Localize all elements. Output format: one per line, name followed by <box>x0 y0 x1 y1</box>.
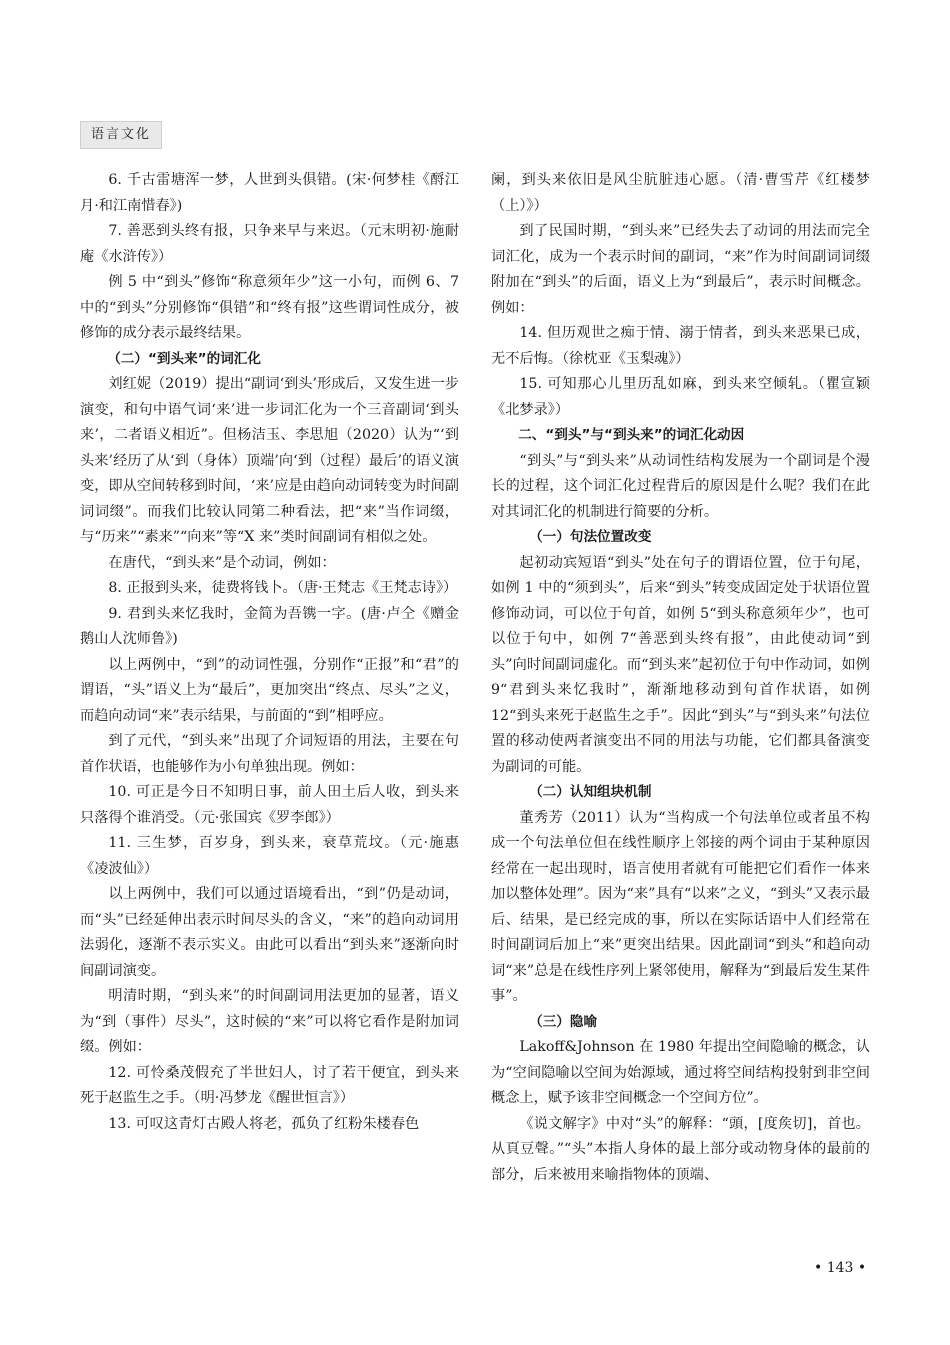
paragraph: 9. 君到头来忆我时，金简为吾镌一字。(唐·卢仝《赠金鹅山人沈师鲁》) <box>80 605 459 647</box>
paragraph: 起初动宾短语“到头”处在句子的谓语位置，位于句尾，如例 1 中的“须到头”，后来“到头”转变成固定处于状语位置修饰动词，可以位于句首，如例 5“到头称意须年少”，也可以位于句中，如例 7“善恶到头终有报”，由此使动词“到头”向时间副词虚化。而“到头来”起初位于句中作动词，如例 9“君到头来忆我时”，渐渐地移动到句首作状语，如例 12“到头来死于赵监生之手”。因此“到头”与“到头来”句法位置的移动使两者演变出不同的用法与功能，它们都具备演变为副词的可能。 <box>491 554 870 775</box>
section-heading: 二、“到头”与“到头来”的词汇化动因 <box>518 427 745 443</box>
page-number: • 143 • <box>814 1260 867 1276</box>
section-tag: 语言文化 <box>80 121 162 149</box>
paragraph: 到了民国时期，“到头来”已经失去了动词的用法而完全词汇化，成为一个表示时间的副词，“来”作为时间副词词缀附加在“到头”的后面，语义上为“到最后”，表示时间概念。例如： <box>491 223 870 316</box>
paragraph: 刘红妮（2019）提出“副词‘到头’形成后，又发生进一步演变，和句中语气词‘来’进一步词汇化为一个三音副词‘到头来’，二者语义相近”。但杨洁玉、李思旭（2020）认为“‘到头来’经历了从‘到（身体）顶端’向‘到（过程）最后’的语义演变，即从空间转移到时间，‘来’应是由趋向动词转变为时间副词词缀”。而我们比较认同第二种看法，把“来”当作词缀，与“历来”“素来”“向来”等“X 来”类时间副词有相似之处。 <box>80 376 459 545</box>
paragraph: 10. 可正是今日不知明日事，前人田土后人收，到头来只落得个谁消受。（元·张国宾《罗李郎》） <box>80 784 459 826</box>
paragraph: 15. 可知那心儿里历乱如麻，到头来空倾轧。（瞿宣颖《北梦录》） <box>491 376 870 418</box>
left-column <box>80 168 459 1137</box>
paragraph: 以上两例中，“到”的动词性强，分别作“正报”和“君”的谓语，“头”语义上为“最后”，更加突出“终点、尽头”之义，而趋向动词“来”表示结果，与前面的“到”相呼应。 <box>80 656 459 724</box>
paragraph: “到头”与“到头来”从动词性结构发展为一个副词是个漫长的过程，这个词汇化过程背后的原因是什么呢？我们在此对其词汇化的机制进行简要的分析。 <box>491 452 870 520</box>
right-column <box>491 168 870 1188</box>
paragraph: 8. 正报到头来，徒费将钱卜。（唐·王梵志《王梵志诗》） <box>108 580 458 596</box>
paragraph: 例 5 中“到头”修饰“称意须年少”这一小句，而例 6、7 中的“到头”分别修饰“俱错”和“终有报”这些谓词性成分，被修饰的成分表示最终结果。 <box>80 274 459 341</box>
paragraph: 在唐代，“到头来”是个动词，例如： <box>108 554 336 571</box>
paragraph: 12. 可怜桑茂假充了半世妇人，讨了若干便宜，到头来死于赵监生之手。（明·冯梦龙《醒世恒言》） <box>80 1064 459 1106</box>
paragraph: Lakoff&Johnson 在 1980 年提出空间隐喻的概念，认为“空间隐喻以空间为始源域，通过将空间结构投射到非空间概念上，赋予该非空间概念一个空间方位”。 <box>491 1039 870 1106</box>
section-heading: （三）隐喻 <box>529 1013 598 1030</box>
paragraph: 13. 可叹这青灯古殿人将老，孤负了红粉朱楼春色 <box>108 1115 420 1132</box>
paragraph: 到了元代，“到头来”出现了介词短语的用法，主要在句首作状语，也能够作为小句单独出现。例如： <box>80 733 459 775</box>
paragraph: 明清时期，“到头来”的时间副词用法更加的显著，语义为“到（事件）尽头”，这时候的“来”可以将它看作是附加词缀。例如： <box>80 988 459 1055</box>
paragraph: 6. 千古雷塘浑一梦，人世到头俱错。(宋·何梦桂《酹江月·和江南惜春》) <box>80 172 459 214</box>
section-heading: （二）认知组块机制 <box>529 784 652 800</box>
section-heading: （二）“到头来”的词汇化 <box>107 350 261 367</box>
paragraph: 董秀芳（2011）认为“当构成一个句法单位或者虽不构成一个句法单位但在线性顺序上邻接的两个词由于某种原因经常在一起出现时，语言使用者就有可能把它们看作一体来加以整体处理”。因为“来”具有“以来”之义，“到头”又表示最后、结果，是已经完成的事，所以在实际话语中人们经常在时间副词后加上“来”更突出结果。因此副词“到头”和趋向动词“来”总是在线性序列上紧邻使用，解释为“到最后发生某件事”。 <box>491 809 870 1004</box>
section-heading: （一）句法位置改变 <box>529 529 652 545</box>
paragraph: 7. 善恶到头终有报，只争来早与来迟。（元末明初·施耐庵《水浒传》） <box>80 223 459 265</box>
paragraph: 《说文解字》中对“头”的解释：“頭，[度矦切]，首也。从頁豆聲。”“头”本指人身体的最上部分或动物身体的最前的部分，后来被用来喻指物体的顶端、 <box>491 1115 870 1183</box>
paragraph: 11. 三生梦，百岁身，到头来，衰草荒坟。（元·施惠《凌波仙》） <box>80 835 459 877</box>
paragraph: 阑，到头来依旧是风尘肮脏违心愿。（清·曹雪芹《红楼梦（上）》） <box>491 172 870 214</box>
paragraph: 14. 但历观世之痴于情、溺于情者，到头来恶果已成，无不后悔。（徐枕亚《玉梨魂》） <box>491 325 870 367</box>
paragraph: 以上两例中，我们可以通过语境看出，“到”仍是动词，而“头”已经延伸出表示时间尽头的含义，“来”的趋向动词用法弱化，逐渐不表示实义。由此可以看出“到头来”逐渐向时间副词演变。 <box>80 886 459 979</box>
